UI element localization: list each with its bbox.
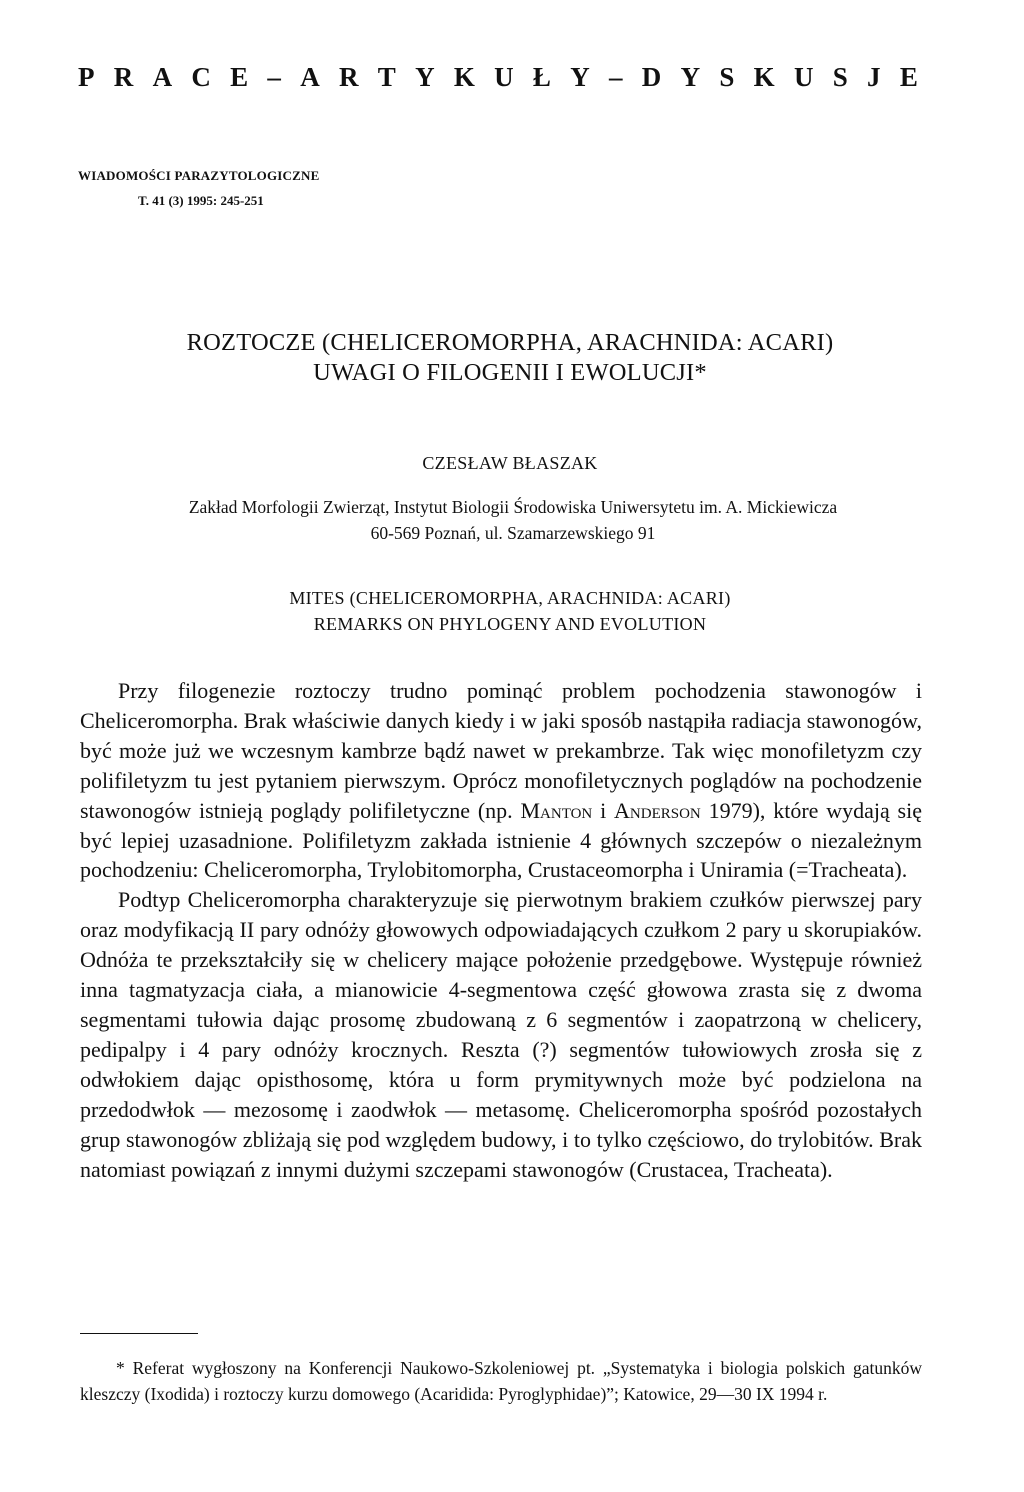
journal-name: WIADOMOŚCI PARAZYTOLOGICZNE (78, 168, 320, 183)
article-title-line: ROZTOCZE (CHELICEROMORPHA, ARACHNIDA: ACARI) (186, 329, 834, 356)
section-header (78, 62, 918, 93)
section-header-letter: S (719, 62, 735, 92)
footnote-text: * Referat wygłoszony na Konferencji Naukowo-Szkoleniowej pt. „Systematyka i biologia polskich gatunków kleszczy (Ixodida) i roztoczy kurzu domowego (Acaridida: Pyroglyphidae)”; Katowice, 29—30 IX 1994 r. (80, 1358, 922, 1404)
section-header-letter: U (494, 62, 514, 92)
section-header-letter: R (338, 62, 359, 92)
citation-author: Manton (520, 797, 593, 823)
section-header-letter: J (867, 62, 881, 92)
conjunction: i (600, 797, 607, 823)
section-header-letter: P (78, 62, 95, 92)
section-header-letter: Y (415, 62, 435, 92)
paragraph-text: 1979), które wydają się być lepiej uzasadnione. Polifiletyzm zakłada istnienie 4 głównych szczepów o niezależnym pochodzeniu: Cheliceromorpha, Trylobitomorpha, Crustaceomorpha i Uniramia (=Tracheata). (80, 797, 922, 883)
journal-reference: T. 41 (3) 1995: 245-251 (138, 193, 264, 208)
section-header-letter: Y (570, 62, 590, 92)
paragraph: Podtyp Cheliceromorpha charakteryzuje się pierwotnym brakiem czułków pierwszej pary oraz modyfikacją II pary odnóży głowowych odpowiadających czułkom 2 pary u skorupiaków. Odnóża te przekształciły się w chelicery mające położenie przedgębowe. Występuje również inna tagmatyzacja ciała, a mianowicie 4-segmentowa część głowowa zrasta się z dwoma segmentami tułowia dając prosomę zbudowaną z 6 segmentów i zaopatrzoną w chelicery, pedipalpy i 4 pary odnóży krocznych. Reszta (?) segmentów tułowiowych zrosła się z odwłokiem dając opisthosomę, która u form prymitywnych może być podzielona na przedodwłok — mezosomę i zaodwłok — metasomę. Cheliceromorpha spośród pozostałych grup stawonogów zbliżają się pod względem budowy, i to tylko częściowo, do trylobitów. Brak natomiast powiązań z innymi dużymi szczepami stawonogów (Crustacea, Tracheata). (80, 887, 922, 1182)
author-name: CZESŁAW BŁASZAK (422, 453, 598, 473)
section-header-letter: E (899, 62, 918, 92)
affiliation-line: 60-569 Poznań, ul. Szamarzewskiego 91 (370, 523, 656, 543)
section-header-letter: Ł (532, 62, 551, 92)
section-header-letter: R (113, 62, 134, 92)
section-header-letter: T (377, 62, 396, 92)
section-header-letter: Y (680, 62, 701, 92)
section-header-letter: A (300, 62, 320, 92)
english-title-line: REMARKS ON PHYLOGENY AND EVOLUTION (313, 614, 707, 634)
paragraph (80, 676, 922, 885)
footnote-divider (80, 1333, 198, 1334)
section-header-letter: D (641, 62, 662, 92)
section-header-letter: C (191, 62, 211, 92)
section-header-letter: E (230, 62, 249, 92)
section-header-dash: – (267, 62, 281, 92)
section-header-letter: A (152, 62, 173, 92)
section-header-letter: K (453, 62, 475, 92)
article-title-line: UWAGI O FILOGENII I EWOLUCJI* (313, 359, 707, 386)
affiliation-line: Zakład Morfologii Zwierząt, Instytut Biologii Środowiska Uniwersytetu im. A. Mickiewicza (188, 497, 838, 517)
body-text (80, 676, 922, 1184)
english-title-line: MITES (CHELICEROMORPHA, ARACHNIDA: ACARI) (289, 588, 731, 608)
section-header-letter: U (793, 62, 814, 92)
section-header-letter: K (753, 62, 775, 92)
english-title (80, 585, 940, 637)
section-header-letter: S (832, 62, 848, 92)
article-title (80, 328, 940, 388)
footnote (80, 1355, 922, 1407)
paragraph-text: Przy filogenezie roztoczy trudno pominąć problem pochodzenia stawonogów i Cheliceromorpha. Brak właściwie danych kiedy i w jaki sposób nastąpiła radiacja stawonogów, być może już we wczesnym kambrze bądź nawet w prekambrze. Tak więc monofiletyzm czy polifiletyzm tu jest pytaniem pierwszym. Oprócz monofiletycznych poglądów na pochodzenie stawonogów istnieją poglądy polifiletyczne (np. (80, 678, 922, 823)
citation-author: Anderson (614, 797, 701, 823)
section-header-dash: – (609, 62, 623, 92)
affiliation (60, 494, 966, 546)
